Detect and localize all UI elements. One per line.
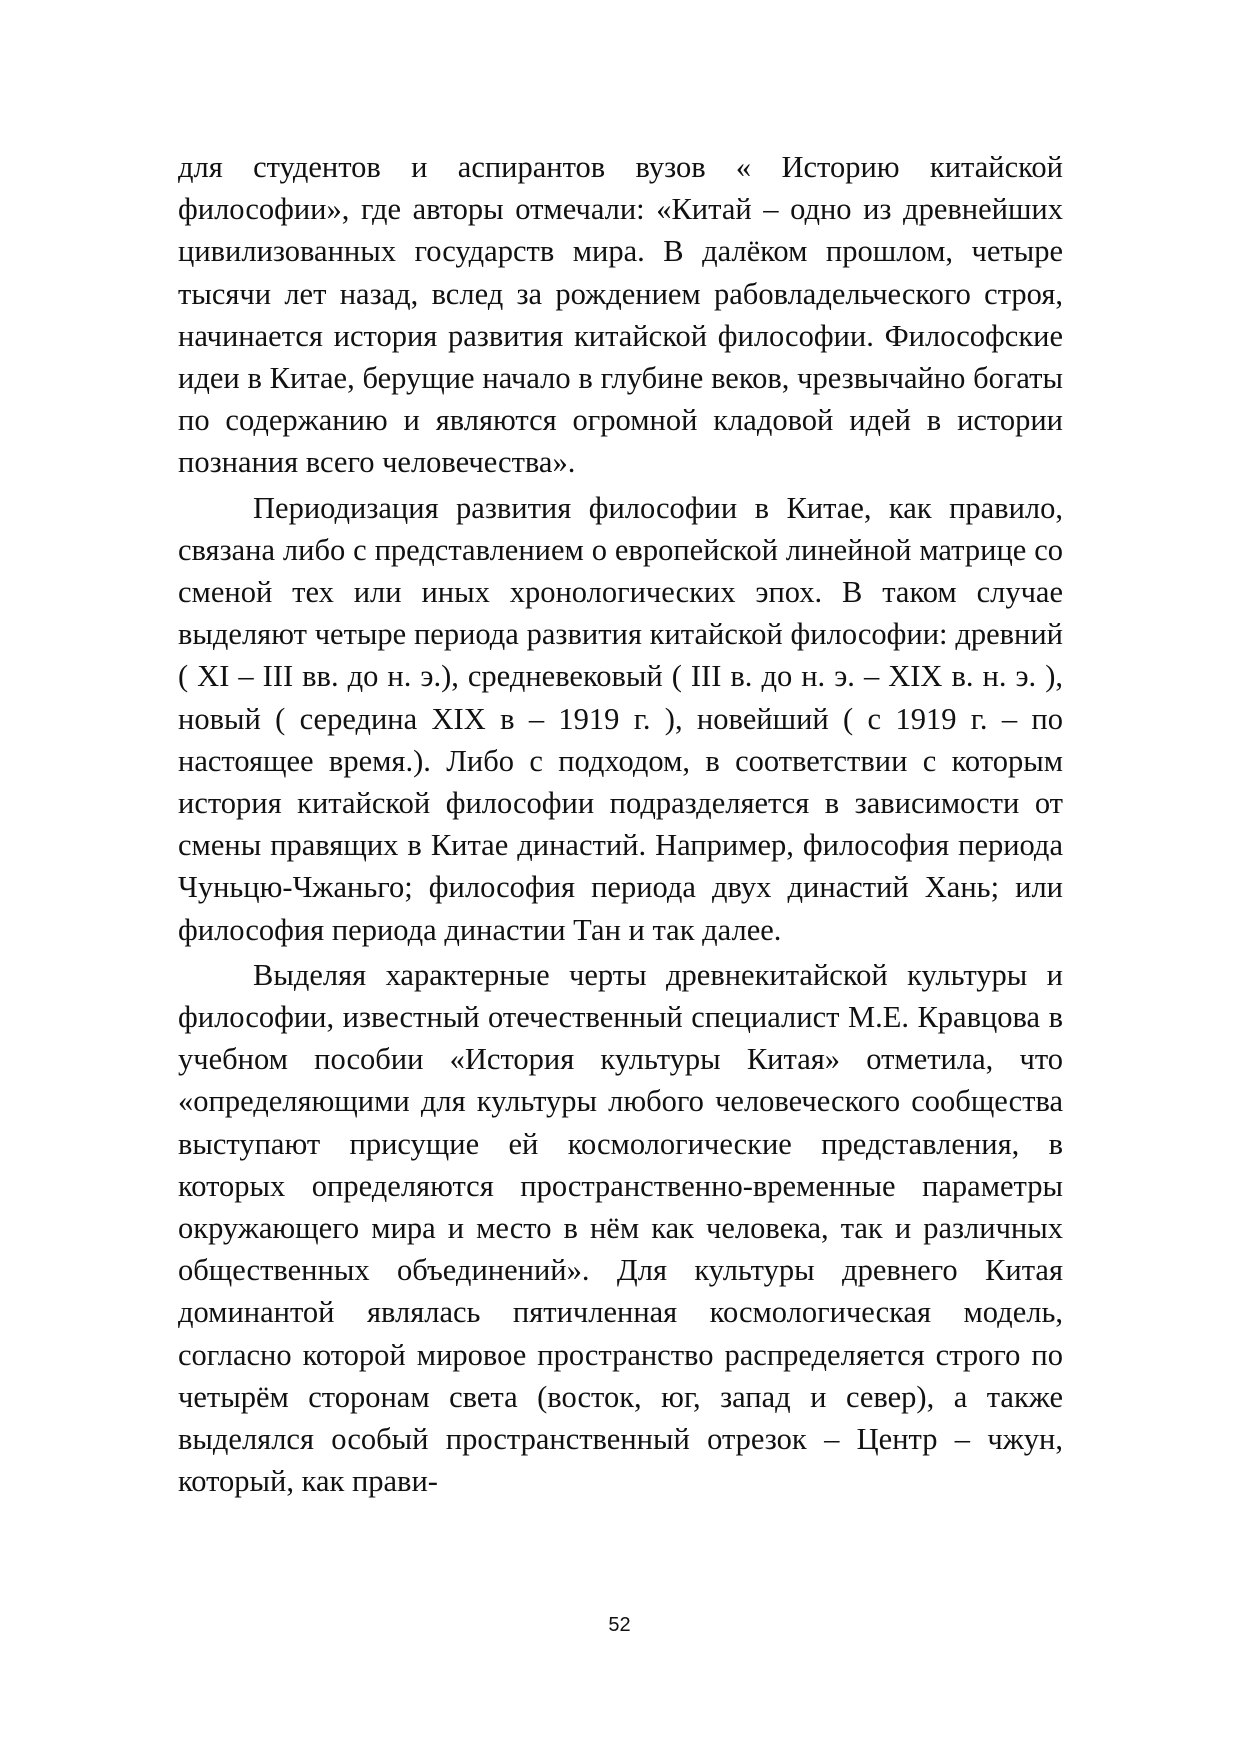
document-page xyxy=(178,146,1063,1503)
paragraph-continuation: для студентов и аспирантов вузов « Историю китайской философии», где авторы отмечали: «Китай – одно из древнейших цивилизованных государств мира. В далёком прошлом, четыре тысячи лет назад, вслед за рождением рабовладельческого строя, начинается история развития китайской философии. Философские идеи в Китае, берущие начало в глубине веков, чрезвычайно богаты по содержанию и являются огромной кладовой идей в истории познания всего человечества». xyxy=(178,150,1063,480)
paragraph-periodization: Периодизация развития философии в Китае, как правило, связана либо с представлением о европейской линейной матрице со сменой тех или иных хронологических эпох. В таком случае выделяют четыре периода развития китайской философии: древний ( XI – III вв. до н. э.), средневековый ( III в. до н. э. – XIX в. н. э. ), новый ( середина XIX в – 1919 г. ), новейший ( с 1919 г. – по настоящее время.). Либо с подходом, в соответствии с которым история китайской философии подразделяется в зависимости от смены правящих в Китае династий. Например, философия периода Чуньцю-Чжаньго; философия периода двух династий Хань; или философия периода династии Тан и так далее. xyxy=(178,490,1063,947)
page-number: 52 xyxy=(608,1614,631,1636)
paragraph-characteristics: Выделяя характерные черты древнекитайской культуры и философии, известный отечественный специалист М.Е. Кравцова в учебном пособии «История культуры Китая» отметила, что «определяющими для культуры любого человеческого сообщества выступают присущие ей космологические представления, в которых определяются пространственно-временные параметры окружающего мира и место в нём как человека, так и различных общественных объединений». Для культуры древнего Китая доминантой являлась пятичленная космологическая модель, согласно которой мировое пространство распределяется строго по четырём сторонам света (восток, юг, запад и север), а также выделялся особый пространственный отрезок – Центр – чжун, который, как прави- xyxy=(178,957,1063,1499)
